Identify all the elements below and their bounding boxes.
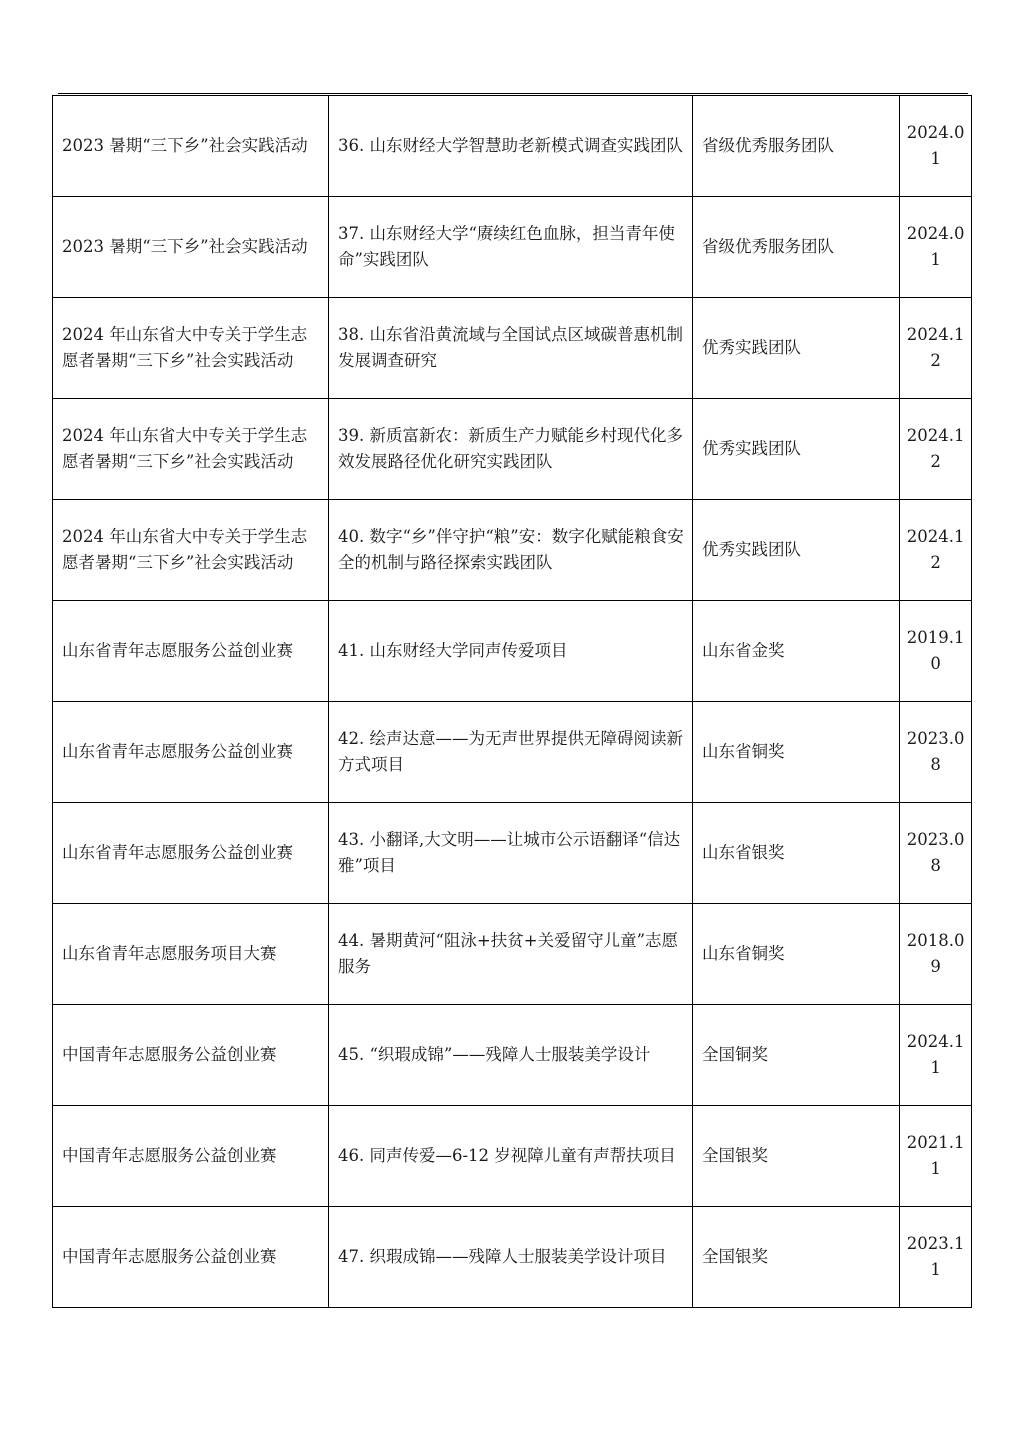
table-row <box>53 702 972 803</box>
date-cell: 2024.12 <box>900 399 972 500</box>
table-row <box>53 1207 972 1308</box>
table-row <box>53 1106 972 1207</box>
table-row <box>53 96 972 197</box>
project-cell: 47. 织瑕成锦——残障人士服装美学设计项目 <box>329 1207 693 1308</box>
award-cell: 优秀实践团队 <box>692 500 899 601</box>
date-cell: 2021.11 <box>900 1106 972 1207</box>
awards-table <box>52 95 972 1308</box>
competition-cell: 山东省青年志愿服务公益创业赛 <box>53 601 329 702</box>
table-row <box>53 197 972 298</box>
table-row <box>53 399 972 500</box>
project-cell: 46. 同声传爱—6-12 岁视障儿童有声帮扶项目 <box>329 1106 693 1207</box>
award-cell: 省级优秀服务团队 <box>692 96 899 197</box>
project-cell: 37. 山东财经大学“赓续红色血脉，担当青年使命”实践团队 <box>329 197 693 298</box>
award-cell: 山东省银奖 <box>692 803 899 904</box>
project-cell: 39. 新质富新农：新质生产力赋能乡村现代化多效发展路径优化研究实践团队 <box>329 399 693 500</box>
table-row <box>53 298 972 399</box>
table-row <box>53 1005 972 1106</box>
date-cell: 2024.01 <box>900 197 972 298</box>
award-cell: 优秀实践团队 <box>692 399 899 500</box>
date-cell: 2023.08 <box>900 803 972 904</box>
top-divider <box>58 93 968 94</box>
table-row <box>53 803 972 904</box>
date-cell: 2023.11 <box>900 1207 972 1308</box>
project-cell: 44. 暑期黄河“阻泳+扶贫+关爱留守儿童”志愿服务 <box>329 904 693 1005</box>
date-cell: 2024.12 <box>900 500 972 601</box>
project-cell: 41. 山东财经大学同声传爱项目 <box>329 601 693 702</box>
project-cell: 40. 数字“乡”伴守护“粮”安：数字化赋能粮食安全的机制与路径探索实践团队 <box>329 500 693 601</box>
competition-cell: 山东省青年志愿服务公益创业赛 <box>53 803 329 904</box>
competition-cell: 2024 年山东省大中专关于学生志愿者暑期“三下乡”社会实践活动 <box>53 500 329 601</box>
table-row <box>53 500 972 601</box>
date-cell: 2018.09 <box>900 904 972 1005</box>
award-cell: 全国铜奖 <box>692 1005 899 1106</box>
competition-cell: 2024 年山东省大中专关于学生志愿者暑期“三下乡”社会实践活动 <box>53 399 329 500</box>
date-cell: 2024.12 <box>900 298 972 399</box>
competition-cell: 山东省青年志愿服务项目大赛 <box>53 904 329 1005</box>
award-cell: 全国银奖 <box>692 1207 899 1308</box>
date-cell: 2024.01 <box>900 96 972 197</box>
competition-cell: 中国青年志愿服务公益创业赛 <box>53 1106 329 1207</box>
date-cell: 2019.10 <box>900 601 972 702</box>
table-row <box>53 904 972 1005</box>
competition-cell: 2023 暑期“三下乡”社会实践活动 <box>53 197 329 298</box>
competition-cell: 2023 暑期“三下乡”社会实践活动 <box>53 96 329 197</box>
project-cell: 36. 山东财经大学智慧助老新模式调查实践团队 <box>329 96 693 197</box>
competition-cell: 2024 年山东省大中专关于学生志愿者暑期“三下乡”社会实践活动 <box>53 298 329 399</box>
project-cell: 42. 绘声达意——为无声世界提供无障碍阅读新方式项目 <box>329 702 693 803</box>
project-cell: 38. 山东省沿黄流域与全国试点区域碳普惠机制发展调查研究 <box>329 298 693 399</box>
competition-cell: 山东省青年志愿服务公益创业赛 <box>53 702 329 803</box>
date-cell: 2024.11 <box>900 1005 972 1106</box>
award-cell: 全国银奖 <box>692 1106 899 1207</box>
award-cell: 山东省铜奖 <box>692 904 899 1005</box>
award-cell: 山东省铜奖 <box>692 702 899 803</box>
award-cell: 省级优秀服务团队 <box>692 197 899 298</box>
project-cell: 43. 小翻译,大文明——让城市公示语翻译“信达雅”项目 <box>329 803 693 904</box>
award-cell: 山东省金奖 <box>692 601 899 702</box>
award-cell: 优秀实践团队 <box>692 298 899 399</box>
project-cell: 45. “织瑕成锦”——残障人士服装美学设计 <box>329 1005 693 1106</box>
competition-cell: 中国青年志愿服务公益创业赛 <box>53 1005 329 1106</box>
competition-cell: 中国青年志愿服务公益创业赛 <box>53 1207 329 1308</box>
date-cell: 2023.08 <box>900 702 972 803</box>
table-row <box>53 601 972 702</box>
